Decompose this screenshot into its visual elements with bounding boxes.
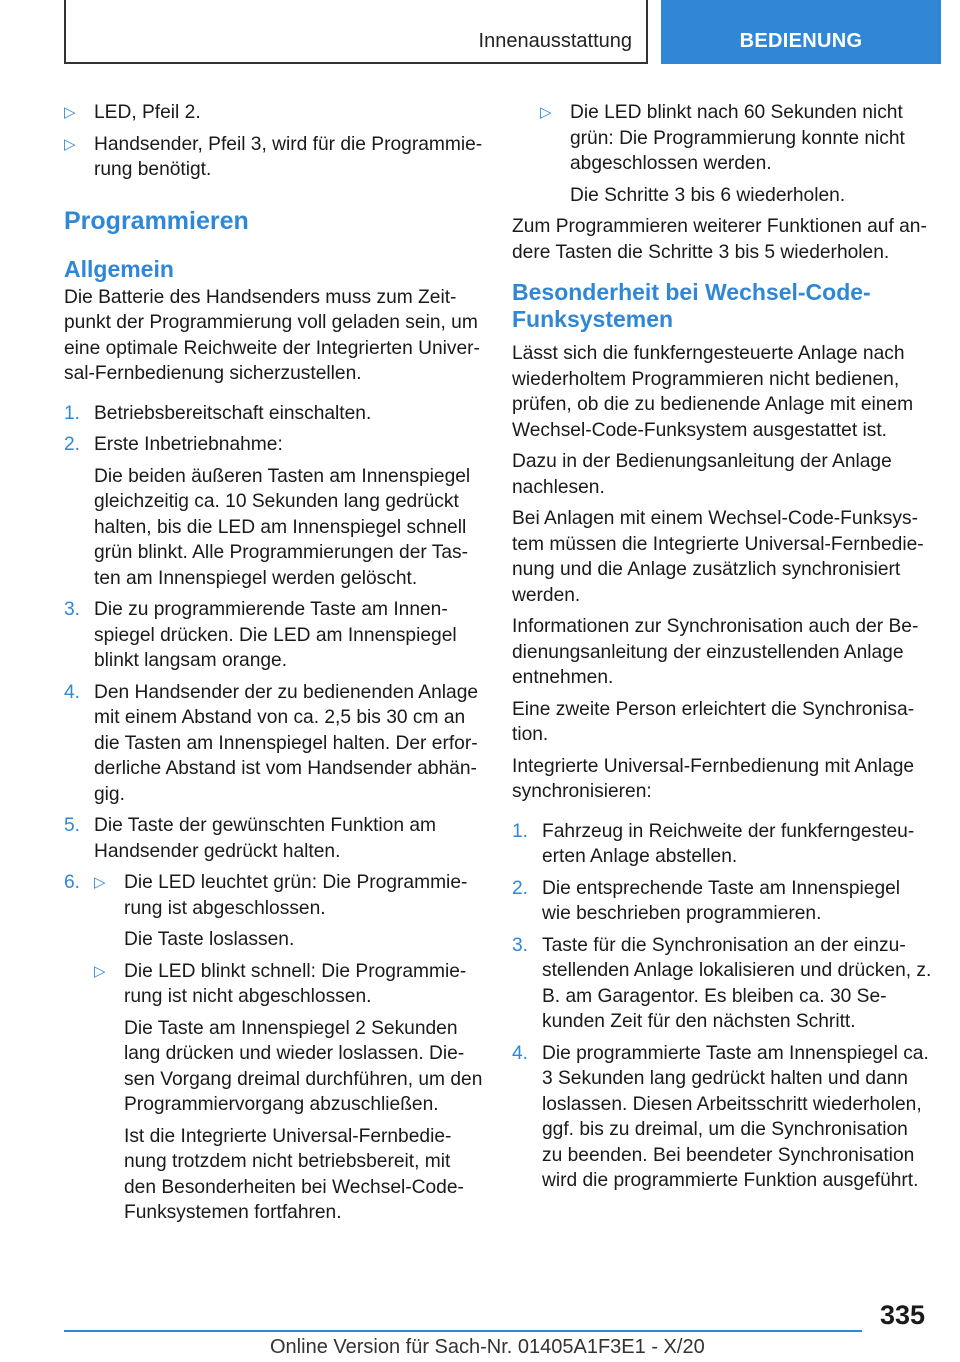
nested-bullet-subtext: Ist die Integrierte Universal-Fernbedienung trotzdem nicht betriebsbereit, mit den Besonderheiten bei Wechsel-Code-Funksystemen fortfahren. — [124, 1125, 464, 1223]
step-item — [64, 597, 484, 674]
step-item — [512, 876, 932, 927]
triangle-bullet-icon: ▷ — [64, 135, 76, 153]
footer-divider — [64, 1330, 862, 1332]
step-text: Die zu programmierende Taste am Innenspiegel drücken. Die LED am Innenspiegel blinkt langsam orange. — [94, 599, 457, 671]
step-subtext: Die beiden äußeren Tasten am Innenspiegel gleichzeitig ca. 10 Sekunden lang gedrückt halten, bis die LED am Innenspiegel schnell grün blinkt. Alle Programmierungen der Tasten am Innenspiegel werden gelöscht. — [94, 465, 471, 589]
nested-bullet-subtext: Die Schritte 3 bis 6 wiederholen. — [570, 184, 846, 206]
step-text: Den Handsender der zu bedienenden Anlage mit einem Abstand von ca. 2,5 bis 30 cm an die Tasten am Innenspiegel halten. Der erforderliche Abstand ist vom Handsender abhängig. — [94, 681, 479, 805]
triangle-bullet-icon: ▷ — [64, 104, 76, 121]
nested-bullet — [94, 959, 484, 1226]
step-number: 5. — [64, 815, 81, 836]
bullet-text: LED, Pfeil 2. — [94, 102, 201, 123]
nested-bullet-text: Die LED blinkt schnell: Die Programmierung ist nicht abgeschlossen. — [124, 960, 467, 1007]
step-number: 2. — [512, 877, 529, 899]
triangle-bullet-icon: ▷ — [94, 962, 106, 980]
paragraph: Lässt sich die funkferngesteuerte Anlage nach wiederholtem Programmieren nicht bedienen, prüfen, ob die zu bedienende Anlage mit einem Wechsel-Code-Funksystem ausgestattet ist. — [512, 343, 914, 441]
nested-bullet-text: Die LED leuchtet grün: Die Programmierung ist abgeschlossen. — [124, 872, 468, 919]
list-item — [64, 132, 484, 183]
paragraph: Dazu in der Bedienungsanleitung der Anlage nachlesen. — [512, 451, 892, 498]
step-number: 4. — [512, 1042, 529, 1064]
nested-bullet-subtext: Die Taste am Innenspiegel 2 Sekunden lang drücken und wieder loslassen. Diesen Vorgang dreimal durchführen, um den Programmiervorgang abzuschließen. — [124, 1017, 483, 1115]
bullet-text: Handsender, Pfeil 3, wird für die Programmierung benötigt. — [94, 133, 483, 180]
step-item — [512, 819, 932, 870]
step-number: 4. — [64, 681, 81, 703]
paragraph: Informationen zur Synchronisation auch der Bedienungsanleitung der einzustellenden Anlage entnehmen. — [512, 616, 919, 688]
triangle-bullet-icon: ▷ — [540, 104, 552, 121]
step-text: Die Taste der gewünschten Funktion am Handsender gedrückt halten. — [94, 815, 437, 862]
paragraph: Eine zweite Person erleichtert die Synchronisation. — [512, 698, 915, 745]
header-chapter-tab — [661, 0, 941, 64]
subsection-heading: Besonderheit bei Wechsel-Code-Funksystemen — [512, 279, 871, 332]
step-text: Betriebsbereitschaft einschalten. — [94, 402, 372, 424]
header-section-tab — [64, 0, 648, 64]
nested-bullet — [512, 100, 932, 208]
step-text: Erste Inbetriebnahme: — [94, 434, 283, 455]
step-text: Taste für die Synchronisation an der einzustellenden Anlage lokalisieren und drücken, z. B. am Garagentor. Es bleiben ca. 30 Sekunden Zeit für den nächsten Schritt. — [542, 934, 932, 1032]
paragraph: Integrierte Universal-Fernbedienung mit Anlage synchronisieren: — [512, 755, 915, 802]
step-item — [64, 870, 484, 1226]
paragraph: Bei Anlagen mit einem Wechsel-Code-Funksystem müssen die Integrierte Universal-Fernbedienung und die Anlage zusätzlich synchronisiert werden. — [512, 508, 924, 606]
step-item — [512, 1041, 932, 1194]
triangle-bullet-icon: ▷ — [94, 874, 106, 891]
left-column — [64, 100, 484, 1232]
step-number: 1. — [512, 820, 529, 842]
step-item — [64, 680, 484, 808]
step-text: Fahrzeug in Reichweite der funkferngesteuerten Anlage abstellen. — [542, 820, 915, 867]
step-number: 2. — [64, 434, 81, 455]
step-number: 6. — [64, 872, 81, 893]
nested-bullet-subtext: Die Taste loslassen. — [124, 929, 295, 950]
paragraph: Die Batterie des Handsenders muss zum Zeitpunkt der Programmierung voll geladen sein, um eine optimale Reichweite der Integrierten Universal-Fernbedienung sicherzustellen. — [64, 286, 480, 384]
paragraph: Zum Programmieren weiterer Funktionen auf andere Tasten die Schritte 3 bis 5 wiederholen. — [512, 216, 927, 263]
section-heading: Programmieren — [64, 206, 249, 235]
step-item — [64, 401, 484, 427]
subsection-heading: Allgemein — [64, 255, 174, 282]
nested-bullet — [94, 870, 484, 953]
list-item — [64, 100, 484, 126]
step-number: 1. — [64, 402, 81, 424]
step-text: Die entsprechende Taste am Innenspiegel wie beschrieben programmieren. — [542, 877, 901, 924]
right-column — [512, 100, 932, 1200]
footer-version: Online Version für Sach-Nr. 01405A1F3E1 - X/20 — [270, 1336, 705, 1358]
step-item — [64, 432, 484, 591]
nested-bullet-text: Die LED blinkt nach 60 Sekunden nicht grün: Die Programmierung konnte nicht abgeschlossen werden. — [570, 102, 905, 174]
step-number: 3. — [64, 599, 81, 620]
header-section-title: Innenausstattung — [478, 30, 632, 52]
header-chapter-title: BEDIENUNG — [739, 30, 863, 52]
page-number: 335 — [880, 1300, 926, 1330]
step-item — [512, 933, 932, 1035]
step-number: 3. — [512, 934, 529, 956]
step-text: Die programmierte Taste am Innenspiegel ca. 3 Sekunden lang gedrückt halten und dann loslassen. Diesen Arbeitsschritt wiederholen, ggf. bis zu dreimal, um die Synchronisation zu beenden. Bei beendeter Synchronisation wird die programmierte Funktion ausgeführt. — [542, 1042, 929, 1191]
step-item — [64, 813, 484, 864]
